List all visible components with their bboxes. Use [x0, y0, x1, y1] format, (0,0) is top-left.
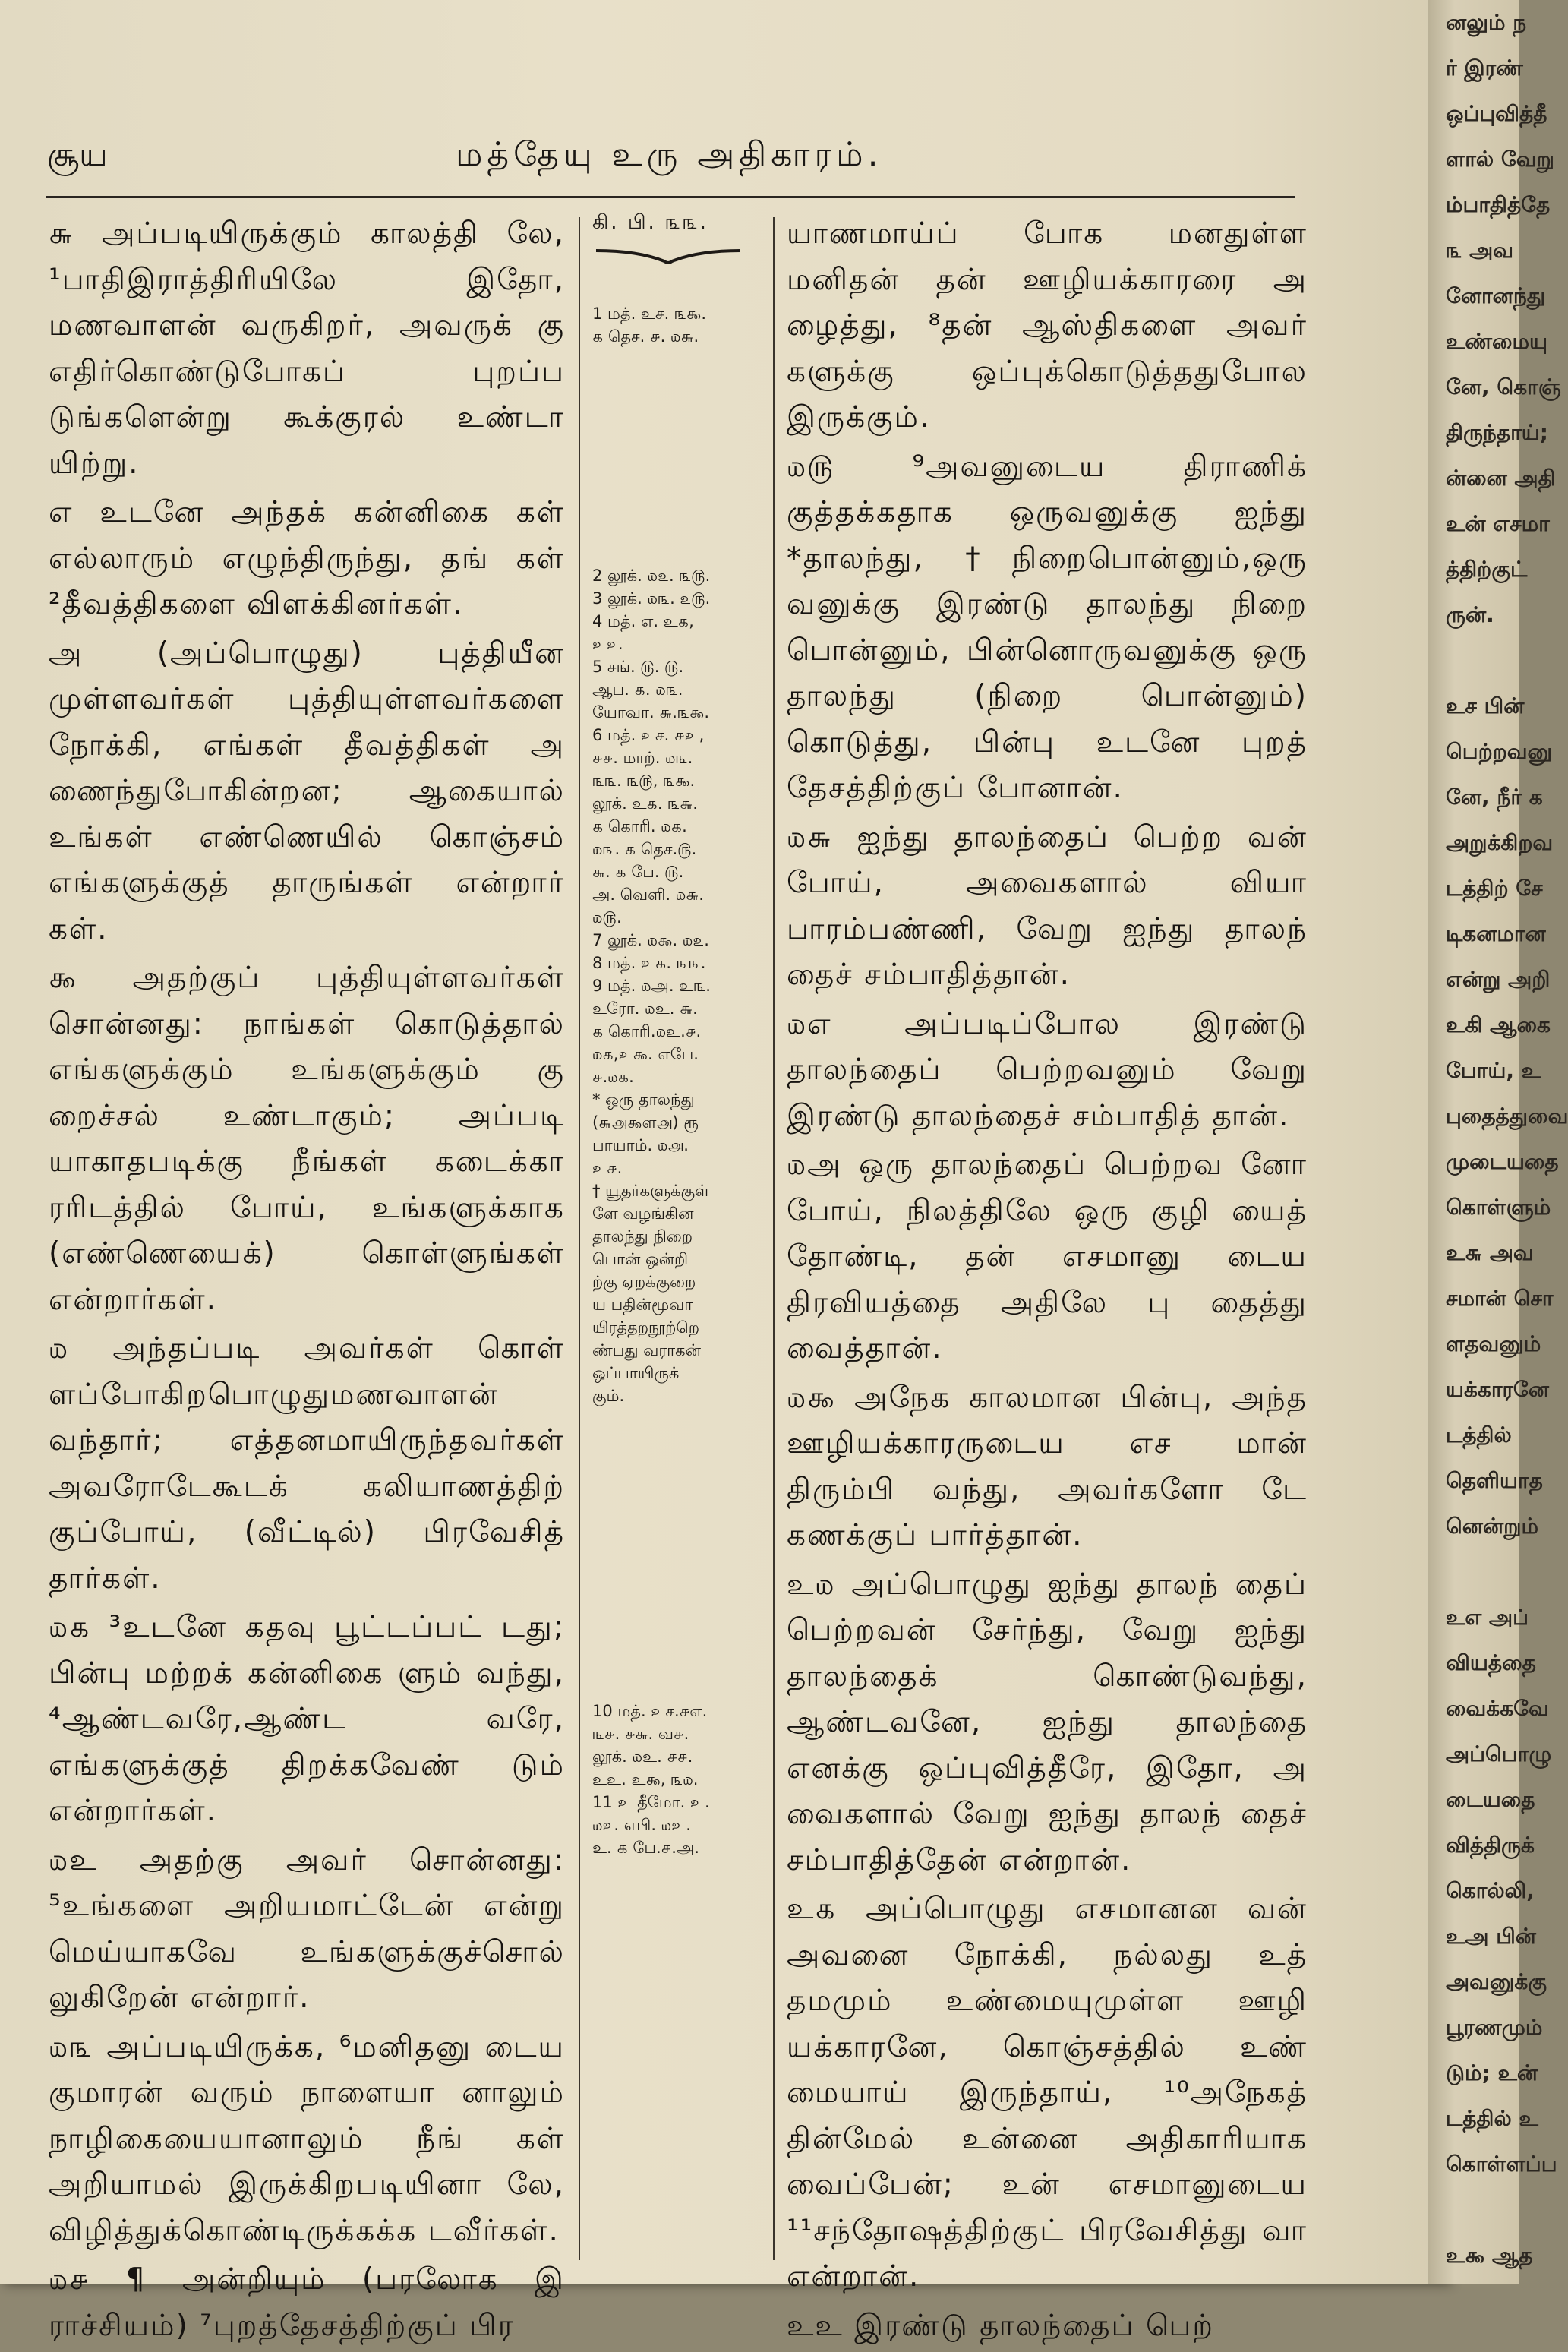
adjacent-page-line: ம்பாதித்தே [1428, 182, 1519, 228]
adjacent-page-line: போய், உ [1428, 1048, 1519, 1094]
cross-reference: யிரத்தறநூற்றெ [592, 1316, 759, 1339]
verse-paragraph: உஉ இரண்டு தாலந்தைப் பெற் [787, 2303, 1308, 2352]
margin-refs-top [592, 302, 759, 348]
adjacent-page-line: டையதை [1428, 1777, 1519, 1823]
adjacent-page-line: ௩ அவ [1428, 228, 1519, 273]
adjacent-page-line: னே, கொஞ் [1428, 365, 1519, 410]
verse-paragraph: ௰ அந்தப்படி அவர்கள் கொள் ளப்போகிறபொழுதுமணவாளன் வந்தார்; எத்தனமாயிருந்தவர்கள் அவரோடேகூடக் கலியாணத்திற் குப்போய், (வீட்டில்) பிரவேசித் தார்கள். [49, 1326, 565, 1605]
cross-reference: உ௪. [592, 1157, 759, 1179]
verse-paragraph: ௰௪ ¶ அன்றியும் (பரலோக இ ராச்சியம்) ⁷புறத்தேசத்திற்குப் பிர [49, 2257, 565, 2352]
verse-paragraph: ௰௬ ஐந்து தாலந்தைப் பெற்ற வன் போய், அவைகளால் வியா பாரம்பண்ணி, வேறு ஐந்து தாலந் தைச் சம்பாதித்தான். [787, 815, 1308, 1002]
verse-paragraph: யாணமாய்ப் போக மனதுள்ள மனிதன் தன் ஊழியக்காரரை அ ழைத்து, ⁸தன் ஆஸ்திகளை அவர் களுக்கு ஒப்புக்கொடுத்ததுபோல இருக்கும். [787, 211, 1308, 444]
adjacent-page-line: வியத்தை [1428, 1640, 1519, 1686]
adjacent-page-line: உண்மையு [1428, 319, 1519, 365]
cross-reference: 11 உ தீமோ. உ. [592, 1791, 759, 1814]
cross-reference: ளே வழங்கின [592, 1202, 759, 1225]
adjacent-page-line: டத்தில் உ [1428, 2096, 1519, 2142]
cross-reference: ௪௪. மாற். ௰௩. [592, 747, 759, 769]
cross-reference: 5 சங். ௫. ௫. [592, 655, 759, 678]
cross-reference: 3 லூக். ௰௩. ௨௫. [592, 587, 759, 610]
adjacent-page-line: உன் எசமா [1428, 501, 1519, 547]
adjacent-page-line: ர் இரண் [1428, 46, 1519, 91]
adjacent-page-line: னே, நீர் க [1428, 775, 1519, 820]
cross-reference: ௪.௰௧. [592, 1066, 759, 1088]
adjacent-page-line: னென்றும் [1428, 1504, 1519, 1549]
adjacent-page-line: உஅ பின் [1428, 1914, 1519, 1959]
cross-reference: உஉ. உ௯, ௩௰. [592, 1768, 759, 1791]
cross-reference: அ. வெளி. ௰௬. [592, 883, 759, 906]
verse-paragraph: ௰அ ஒரு தாலந்தைப் பெற்றவ னோ போய், நிலத்திலே ஒரு குழி யைத் தோண்டி, தன் எசமானு டைய திரவியத்தை அதிலே பு தைத்து வைத்தான். [787, 1142, 1308, 1375]
column-rule-right [773, 217, 775, 2260]
adjacent-page-line: வைக்கவே [1428, 1686, 1519, 1732]
cross-reference: ஆப. ௧. ௰௩. [592, 678, 759, 701]
cross-reference: ௬. ௧ பே. ௫. [592, 860, 759, 883]
flourish-ornament [592, 245, 744, 267]
cross-reference: † யூதர்களுக்குள் [592, 1179, 759, 1202]
cross-reference: ௰௨. எபி. ௰உ. [592, 1814, 759, 1836]
cross-reference: 1 மத். உச. ௩௯. [592, 302, 759, 325]
column-rule-left [579, 217, 580, 2260]
cross-reference: 8 மத். உ௧. ௩௩. [592, 952, 759, 974]
cross-reference: உரோ. ௰உ. ௬. [592, 997, 759, 1020]
adjacent-page-line: கொல்லி, [1428, 1868, 1519, 1914]
page-number: சூய [47, 135, 108, 178]
cross-reference: லூக். உ௧. ௩௬. [592, 792, 759, 815]
adjacent-page-edge [1428, 0, 1519, 2284]
cross-reference: ௩௪. ௪௬. வ௪. [592, 1722, 759, 1745]
adjacent-page-line: சமான் சொ [1428, 1276, 1519, 1321]
cross-reference: 9 மத். ௰அ. உ௩. [592, 974, 759, 997]
adjacent-page-line: பெற்றவனு [1428, 729, 1519, 775]
adjacent-page-line: ஒப்புவித்தீ [1428, 91, 1519, 137]
adjacent-page-line: உஎ அப் [1428, 1595, 1519, 1640]
cross-reference: 6 மத். உச. ௪உ, [592, 724, 759, 747]
adjacent-page-line: அப்பொழு [1428, 1732, 1519, 1777]
cross-reference: 10 மத். உச.௪எ. [592, 1700, 759, 1722]
cross-reference: பாயாம். ௰௮. [592, 1134, 759, 1157]
adjacent-page-line [1428, 1549, 1519, 1595]
adjacent-page-line: ருன். [1428, 592, 1519, 638]
adjacent-page-line: என்று அறி [1428, 957, 1519, 1002]
verse-paragraph: ௯ அதற்குப் புத்தியுள்ளவர்கள் சொன்னது: நாங்கள் கொடுத்தால் எங்களுக்கும் உங்களுக்கும் கு றைச்சல் உண்டாகும்; அப்படி யாகாதபடிக்கு நீங்கள் கடைக்கா ரரிடத்தில் போய், உங்களுக்காக (எண்ணெயைக்) கொள்ளுங்கள் என்றார்கள். [49, 955, 565, 1326]
margin-refs-mid [592, 564, 759, 1407]
adjacent-page-line: னோனந்து [1428, 273, 1519, 319]
adjacent-page-line: ளால் வேறு [1428, 137, 1519, 182]
verse-paragraph: ௰௫ ⁹அவனுடைய திராணிக் குத்தக்கதாக ஒருவனுக்கு ஐந்து *தாலந்து, †நிறைபொன்னும்,ஒரு வனுக்கு இரண்டு தாலந்து நிறை பொன்னும், பின்னொருவனுக்கு ஒரு தாலந்து (நிறை பொன்னும்) கொடுத்து, பின்பு உடனே புறத் தேசத்திற்குப் போனான். [787, 444, 1308, 815]
cross-reference: தாலந்து நிறை [592, 1225, 759, 1248]
right-text-column [787, 211, 1308, 2352]
adjacent-page-line: புதைத்துவை [1428, 1094, 1519, 1139]
adjacent-page-line: உச பின் [1428, 684, 1519, 729]
adjacent-page-line: டிகனமான [1428, 911, 1519, 957]
page-header [46, 135, 1295, 181]
cross-reference: ஒப்பாயிருக் [592, 1362, 759, 1384]
adjacent-page-line: திருந்தாய்; [1428, 410, 1519, 456]
cross-reference: பொன் ஒன்றி [592, 1248, 759, 1271]
adjacent-page-line: கொள்ளும் [1428, 1185, 1519, 1230]
margin-references-column [592, 211, 759, 289]
cross-reference: ற்கு ஏறக்குறை [592, 1271, 759, 1293]
chapter-title: மத்தேயு உரு அதிகாரம். [456, 135, 883, 178]
cross-reference: (௬௮௯ள௮) ரூ [592, 1111, 759, 1134]
cross-reference: லூக். ௰உ. ௪௪. [592, 1745, 759, 1768]
adjacent-page-line: டும்; உன் [1428, 2051, 1519, 2096]
adjacent-page-line: டத்திற் சே [1428, 866, 1519, 911]
cross-reference: ௧ கொரி.௰உ.௪. [592, 1020, 759, 1043]
adjacent-page-line: பூரணமும் [1428, 2005, 1519, 2051]
cross-reference: * ஒரு தாலந்து [592, 1088, 759, 1111]
cross-reference: ய பதின்மூவா [592, 1293, 759, 1316]
cross-reference: 4 மத். எ. உ௧, [592, 610, 759, 633]
adjacent-page-line: த்திற்குட் [1428, 547, 1519, 592]
adjacent-page-line: கொள்ளப்ப [1428, 2142, 1519, 2187]
adjacent-page-line: தெளியாத [1428, 1458, 1519, 1504]
adjacent-page-line: னலும் ந [1428, 0, 1519, 46]
cross-reference: ௧ தெச. ௪. ௰௬. [592, 325, 759, 348]
verse-paragraph: ௬ அப்படியிருக்கும் காலத்தி லே, ¹பாதிஇராத்திரியிலே இதோ, மணவாளன் வருகிறர், அவருக் கு எதிர்கொண்டுபோகப் புறப்ப டுங்களென்று கூக்குரல் உண்டா யிற்று. [49, 211, 565, 490]
verse-paragraph: உ௧ அப்பொழுது எசமானன வன் அவனை நோக்கி, நல்லது உத் தமமும் உண்மையுமுள்ள ஊழி யக்காரனே, கொஞ்சத்தில் உண் மையாய் இருந்தாய், ¹⁰அநேகத் தின்மேல் உன்னை அதிகாரியாக வைப்பேன்; உன் எசமானுடைய ¹¹சந்தோஷத்திற்குட் பிரவேசித்து வா என்றான். [787, 1886, 1308, 2303]
adjacent-page-line: அறுக்கிறவ [1428, 820, 1519, 866]
header-rule [46, 196, 1295, 198]
cross-reference: 7 லூக். ௰௯. ௰௨. [592, 929, 759, 952]
adjacent-page-line: உகி ஆகை [1428, 1002, 1519, 1048]
cross-reference: ண்பது வராகன் [592, 1339, 759, 1362]
cross-reference: ௰௧,உ௯. எபே. [592, 1043, 759, 1066]
cross-reference: ௧ கொரி. ௰௧. [592, 815, 759, 838]
adjacent-page-line: யக்காரனே [1428, 1367, 1519, 1413]
verse-paragraph: அ (அப்பொழுது) புத்தியீன முள்ளவர்கள் புத்தியுள்ளவர்களை நோக்கி, எங்கள் தீவத்திகள் அ ணைந்துபோகின்றன; ஆகையால் உங்கள் எண்ணெயில் கொஞ்சம் எங்களுக்குத் தாருங்கள் என்றார் கள். [49, 631, 565, 956]
adjacent-page-line: முடையதை [1428, 1139, 1519, 1185]
cross-reference: 2 லூக். ௰௨. ௩௫. [592, 564, 759, 587]
cross-reference: ௰௫. [592, 906, 759, 929]
margin-refs-bottom [592, 1700, 759, 1859]
cross-reference: உ. ௧ பே.௪.அ. [592, 1836, 759, 1859]
adjacent-page-line: உ௯ ஆத [1428, 2233, 1519, 2278]
cross-reference: ௩௩. ௩௫, ௩௯. [592, 769, 759, 792]
verse-paragraph: ௰உ அதற்கு அவர் சொன்னது: ⁵உங்களை அறியமாட்டேன் என்று மெய்யாகவே உங்களுக்குச்சொல் லுகிறேன் என்றார். [49, 1838, 565, 2025]
verse-paragraph: ௰௧ ³உடனே கதவு பூட்டப்பட் டது; பின்பு மற்றக் கன்னிகை ளும் வந்து, ⁴ஆண்டவரே,ஆண்ட வரே, எங்களுக்குத் திறக்கவேண் டும் என்றார்கள். [49, 1605, 565, 1838]
adjacent-page-line: அவனுக்கு [1428, 1959, 1519, 2005]
verse-paragraph: ௰௯ அநேக காலமான பின்பு, அந்த ஊழியக்காரருடைய எச மான் திரும்பி வந்து, அவர்களோ டே கணக்குப் பார்த்தான். [787, 1375, 1308, 1562]
left-text-column [49, 211, 565, 2352]
adjacent-page-line: வித்திருக் [1428, 1823, 1519, 1868]
adjacent-page-line: உ௬ அவ [1428, 1230, 1519, 1276]
cross-reference: ௰௩. ௧ தெச.௫. [592, 838, 759, 860]
verse-paragraph: ௰எ அப்படிப்போல இரண்டு தாலந்தைப் பெற்றவனும் வேறு இரண்டு தாலந்தைச் சம்பாதித் தான். [787, 1002, 1308, 1143]
cross-reference: உ௨. [592, 633, 759, 655]
adjacent-page-line: ளதவனும் [1428, 1321, 1519, 1367]
adjacent-page-line [1428, 638, 1519, 684]
adjacent-page-line: டத்தில் [1428, 1413, 1519, 1458]
cross-reference: கும். [592, 1384, 759, 1407]
adjacent-page-line [1428, 2187, 1519, 2233]
cross-reference: யோவா. ௬.௩௯. [592, 701, 759, 724]
margin-year: கி. பி. ௩௩. [592, 211, 759, 245]
verse-paragraph: எ உடனே அந்தக் கன்னிகை கள் எல்லாரும் எழுந்திருந்து, தங் கள் ²தீவத்திகளை விளக்கினர்கள். [49, 490, 565, 631]
adjacent-page-line: ன்னை அதி [1428, 456, 1519, 501]
verse-paragraph: ௰௩ அப்படியிருக்க, ⁶மனிதனு டைய குமாரன் வரும் நாளையா னாலும் நாழிகையையானாலும் நீங் கள் அறியாமல் இருக்கிறபடியினா லே, விழித்துக்கொண்டிருக்கக்க டவீர்கள். [49, 2025, 565, 2258]
verse-paragraph: உ௰ அப்பொழுது ஐந்து தாலந் தைப் பெற்றவன் சேர்ந்து, வேறு ஐந்து தாலந்தைக் கொண்டுவந்து, ஆண்டவனே, ஐந்து தாலந்தை எனக்கு ஒப்புவித்தீரே, இதோ, அ வைகளால் வேறு ஐந்து தாலந் தைச் சம்பாதித்தேன் என்றான். [787, 1562, 1308, 1887]
